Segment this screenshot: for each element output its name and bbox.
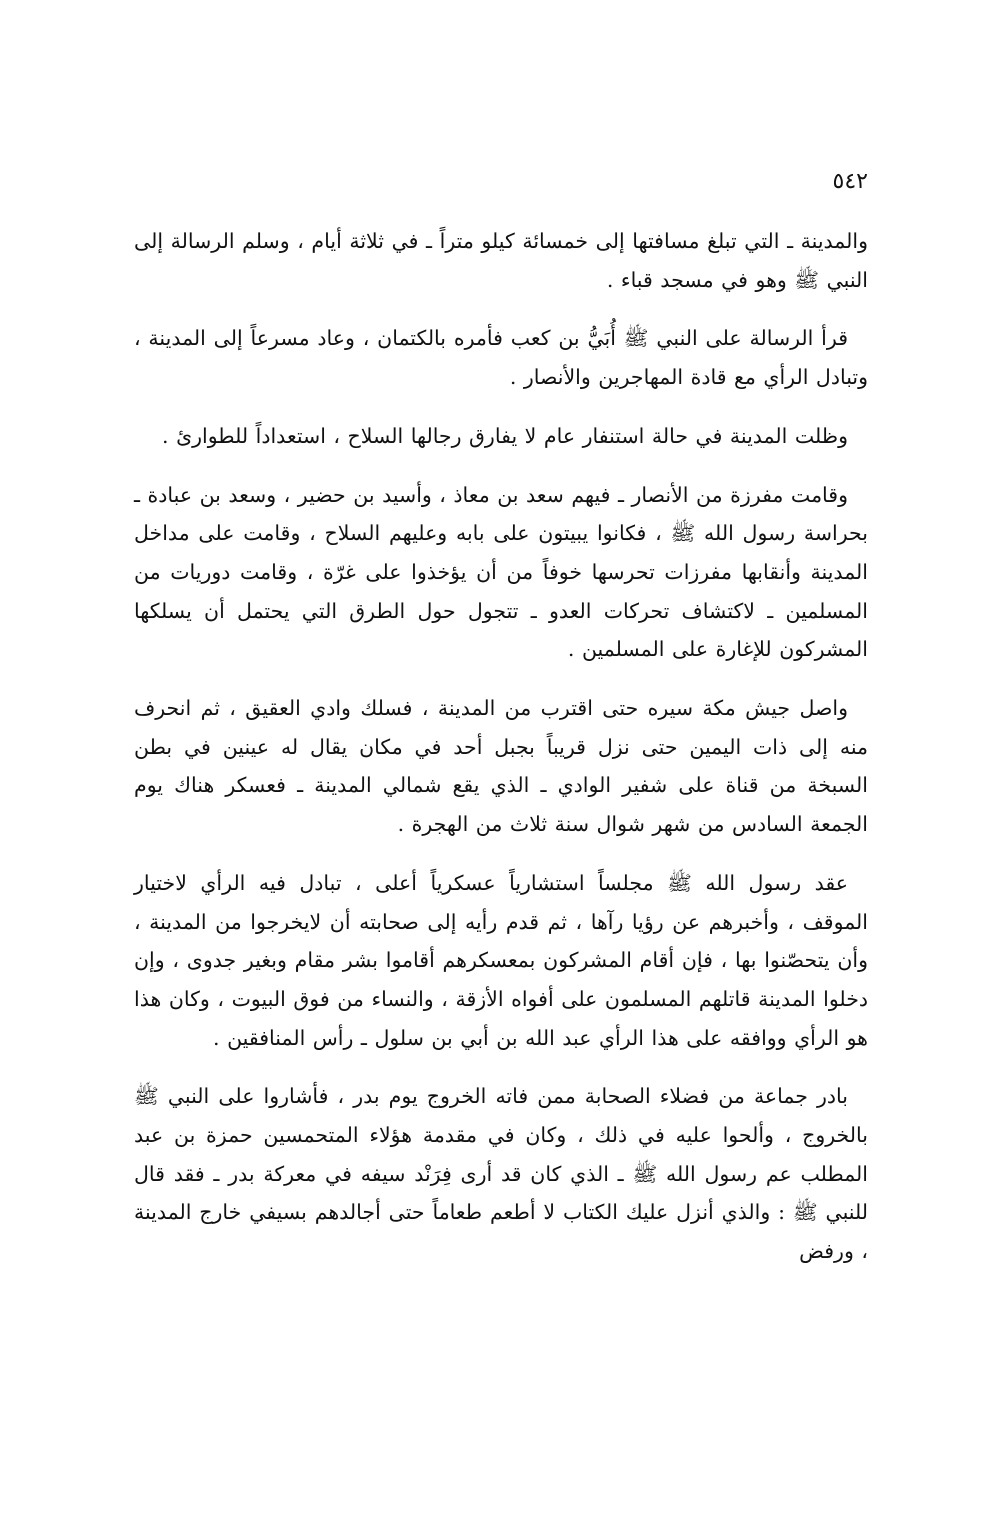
page-number: ٥٤٢ — [832, 169, 868, 194]
paragraph: والمدينة ـ التي تبلغ مسافتها إلى خمسائة كيلو متراً ـ في ثلاثة أيام ، وسلم الرسالة إلى النبي ﷺ وهو في مسجد قباء . — [134, 229, 868, 292]
paragraph: وقامت مفرزة من الأنصار ـ فيهم سعد بن معاذ ، وأسيد بن حضير ، وسعد بن عبادة ـ بحراسة رسول الله ﷺ ، فكانوا يبيتون على بابه وعليهم السلاح ، وقامت على مداخل المدينة وأنقابها مفرزات تحرسها خوفاً من أن يؤخذوا على غرّة ، وقامت دوريات من المسلمين ـ لاكتشاف تحركات العدو ـ تتجول حول الطرق التي يحتمل أن يسلكها المشركون للإغارة على المسلمين . — [134, 482, 868, 662]
paragraph: واصل جيش مكة سيره حتى اقترب من المدينة ، فسلك وادي العقيق ، ثم انحرف منه إلى ذات اليمين حتى نزل قريباً بجبل أحد في مكان يقال له عينين في بطن السبخة من قناة على شفير الوادي ـ الذي يقع شمالي المدينة ـ فعسكر هناك يوم الجمعة السادس من شهر شوال سنة ثلاث من الهجرة . — [134, 696, 868, 837]
paragraph: قرأ الرسالة على النبي ﷺ أُبَيُّ بن كعب فأمره بالكتمان ، وعاد مسرعاً إلى المدينة ، وتبادل الرأي مع قادة المهاجرين والأنصار . — [134, 326, 868, 390]
paragraph: وظلت المدينة في حالة استنفار عام لا يفارق رجالها السلاح ، استعداداً للطوارئ . — [162, 423, 848, 448]
body-text — [134, 222, 868, 1291]
paragraph: بادر جماعة من فضلاء الصحابة ممن فاته الخروج يوم بدر ، فأشاروا على النبي ﷺ بالخروج ، وألحوا عليه في ذلك ، وكان في مقدمة هؤلاء المتحمسين حمزة بن عبد المطلب عم رسول الله ﷺ ـ الذي كان قد أرى فِرَنْد سيفه في معركة بدر ـ فقد قال للنبي ﷺ : والذي أنزل عليك الكتاب لا أطعم طعاماً حتى أجالدهم بسيفي خارج المدينة ، ورفض — [134, 1084, 868, 1264]
paragraph: عقد رسول الله ﷺ مجلساً استشارياً عسكرياً أعلى ، تبادل فيه الرأي لاختيار الموقف ، وأخبرهم عن رؤيا رآها ، ثم قدم رأيه إلى صحابته أن لايخرجوا من المدينة ، وأن يتحصّنوا بها ، فإن أقام المشركون بمعسكرهم أقاموا بشر مقام وبغير جدوى ، وإن دخلوا المدينة قاتلهم المسلمون على أفواه الأزقة ، والنساء من فوق البيوت ، وكان هذا هو الرأي ووافقه على هذا الرأي عبد الله بن أبي بن سلول ـ رأس المنافقين . — [134, 870, 868, 1050]
